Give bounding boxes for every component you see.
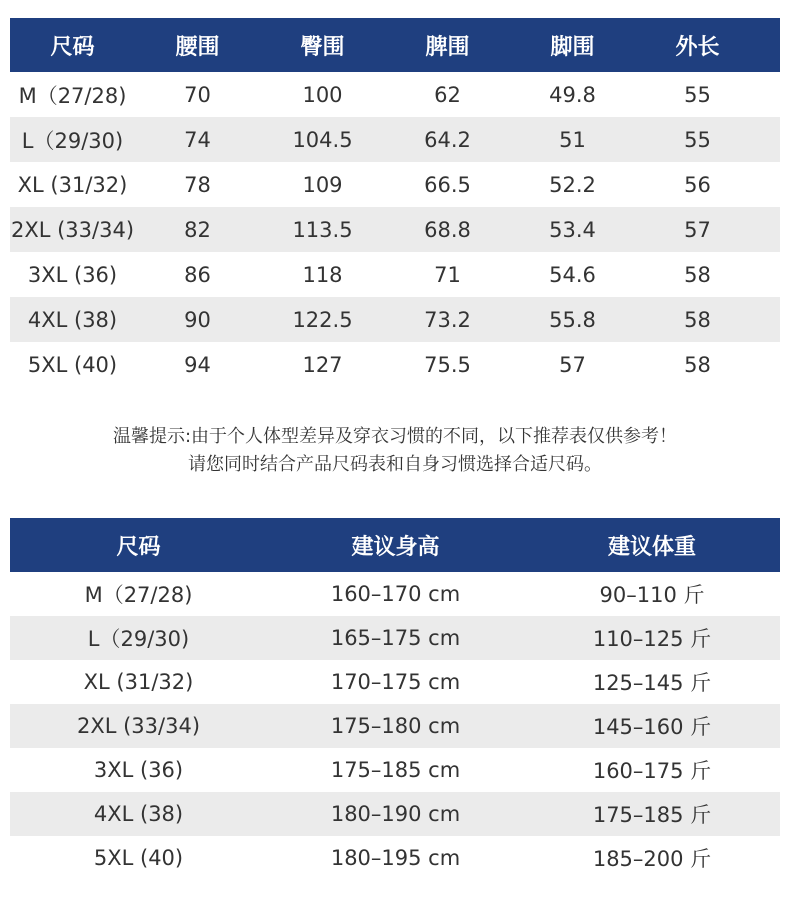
table-cell: 125–145 斤: [592, 671, 712, 695]
table-cell: L（29/30): [87, 627, 190, 651]
table-cell: XL (31/32): [17, 172, 128, 197]
size-table: [10, 18, 780, 387]
table-cell: 104.5: [292, 127, 353, 152]
table-cell: 55: [684, 82, 711, 107]
recommend-table-body: [10, 572, 780, 880]
size-table-header: [10, 18, 780, 72]
table-cell: 53.4: [549, 217, 596, 242]
table-cell: 49.8: [549, 82, 596, 107]
header-height: 建议身高: [351, 534, 440, 560]
table-cell: 73.2: [424, 307, 471, 332]
table-row: [10, 572, 780, 616]
table-row: [10, 748, 780, 792]
table-cell: XL (31/32): [83, 670, 194, 694]
table-cell: 90–110 斤: [599, 583, 705, 607]
table-row: [10, 117, 780, 162]
table-cell: 58: [684, 307, 711, 332]
tip-line-2: 请您同时结合产品尺码表和自身习惯选择合适尺码。: [188, 454, 602, 475]
table-cell: M（27/28): [18, 83, 127, 108]
header-thigh: 脾围: [425, 34, 470, 60]
table-cell: 58: [684, 352, 711, 377]
table-cell: 110–125 斤: [592, 627, 712, 651]
table-cell: 109: [302, 172, 343, 197]
table-row: [10, 72, 780, 117]
table-cell: 185–200 斤: [592, 847, 712, 871]
table-cell: 113.5: [292, 217, 353, 242]
table-cell: 127: [302, 352, 343, 377]
table-row: [10, 660, 780, 704]
table-cell: 70: [184, 82, 211, 107]
table-cell: 62: [434, 82, 461, 107]
table-cell: 180–190 cm: [330, 802, 461, 826]
table-cell: 2XL (33/34): [76, 714, 201, 738]
table-cell: 160–170 cm: [330, 582, 461, 606]
table-cell: 55.8: [549, 307, 596, 332]
table-cell: L（29/30): [21, 128, 124, 153]
size-table-body: [10, 72, 780, 387]
table-row: [10, 616, 780, 660]
table-cell: 3XL (36): [27, 262, 118, 287]
table-row: [10, 342, 780, 387]
table-row: [10, 792, 780, 836]
table-cell: 5XL (40): [93, 846, 184, 870]
table-cell: 82: [184, 217, 211, 242]
header-weight: 建议体重: [607, 534, 696, 560]
header-size: 尺码: [116, 534, 161, 560]
recommend-table: [10, 518, 780, 880]
table-cell: 5XL (40): [27, 352, 118, 377]
table-cell: 2XL (33/34): [10, 217, 135, 242]
table-cell: M（27/28): [84, 583, 193, 607]
table-cell: 57: [684, 217, 711, 242]
header-size: 尺码: [50, 34, 95, 60]
table-row: [10, 252, 780, 297]
table-cell: 75.5: [424, 352, 471, 377]
table-cell: 94: [184, 352, 211, 377]
tip-line-1: 温馨提示:由于个人体型差异及穿衣习惯的不同，以下推荐表仅供参考！: [112, 426, 678, 447]
table-cell: 66.5: [424, 172, 471, 197]
table-cell: 51: [559, 127, 586, 152]
table-row: [10, 297, 780, 342]
recommend-table-header: [10, 518, 780, 572]
header-waist: 腰围: [175, 34, 220, 60]
table-cell: 165–175 cm: [330, 626, 461, 650]
table-cell: 58: [684, 262, 711, 287]
table-cell: 175–185 斤: [592, 803, 712, 827]
table-cell: 86: [184, 262, 211, 287]
table-cell: 57: [559, 352, 586, 377]
table-cell: 180–195 cm: [330, 846, 461, 870]
table-row: [10, 162, 780, 207]
table-cell: 68.8: [424, 217, 471, 242]
table-cell: 4XL (38): [27, 307, 118, 332]
table-cell: 3XL (36): [93, 758, 184, 782]
table-cell: 78: [184, 172, 211, 197]
header-leg-opening: 脚围: [550, 34, 595, 60]
table-row: [10, 704, 780, 748]
table-cell: 71: [434, 262, 461, 287]
table-cell: 90: [184, 307, 211, 332]
table-cell: 74: [184, 127, 211, 152]
table-cell: 55: [684, 127, 711, 152]
table-cell: 170–175 cm: [330, 670, 461, 694]
table-cell: 145–160 斤: [592, 715, 712, 739]
table-cell: 52.2: [549, 172, 596, 197]
table-row: [10, 207, 780, 252]
table-cell: 160–175 斤: [592, 759, 712, 783]
table-row: [10, 836, 780, 880]
table-cell: 122.5: [292, 307, 353, 332]
table-cell: 54.6: [549, 262, 596, 287]
header-hip: 臀围: [300, 34, 345, 60]
table-cell: 56: [684, 172, 711, 197]
tip-text: [0, 423, 790, 479]
table-cell: 64.2: [424, 127, 471, 152]
table-cell: 100: [302, 82, 343, 107]
table-cell: 118: [302, 262, 343, 287]
header-length: 外长: [675, 34, 720, 60]
table-cell: 175–185 cm: [330, 758, 461, 782]
table-cell: 4XL (38): [93, 802, 184, 826]
table-cell: 175–180 cm: [330, 714, 461, 738]
